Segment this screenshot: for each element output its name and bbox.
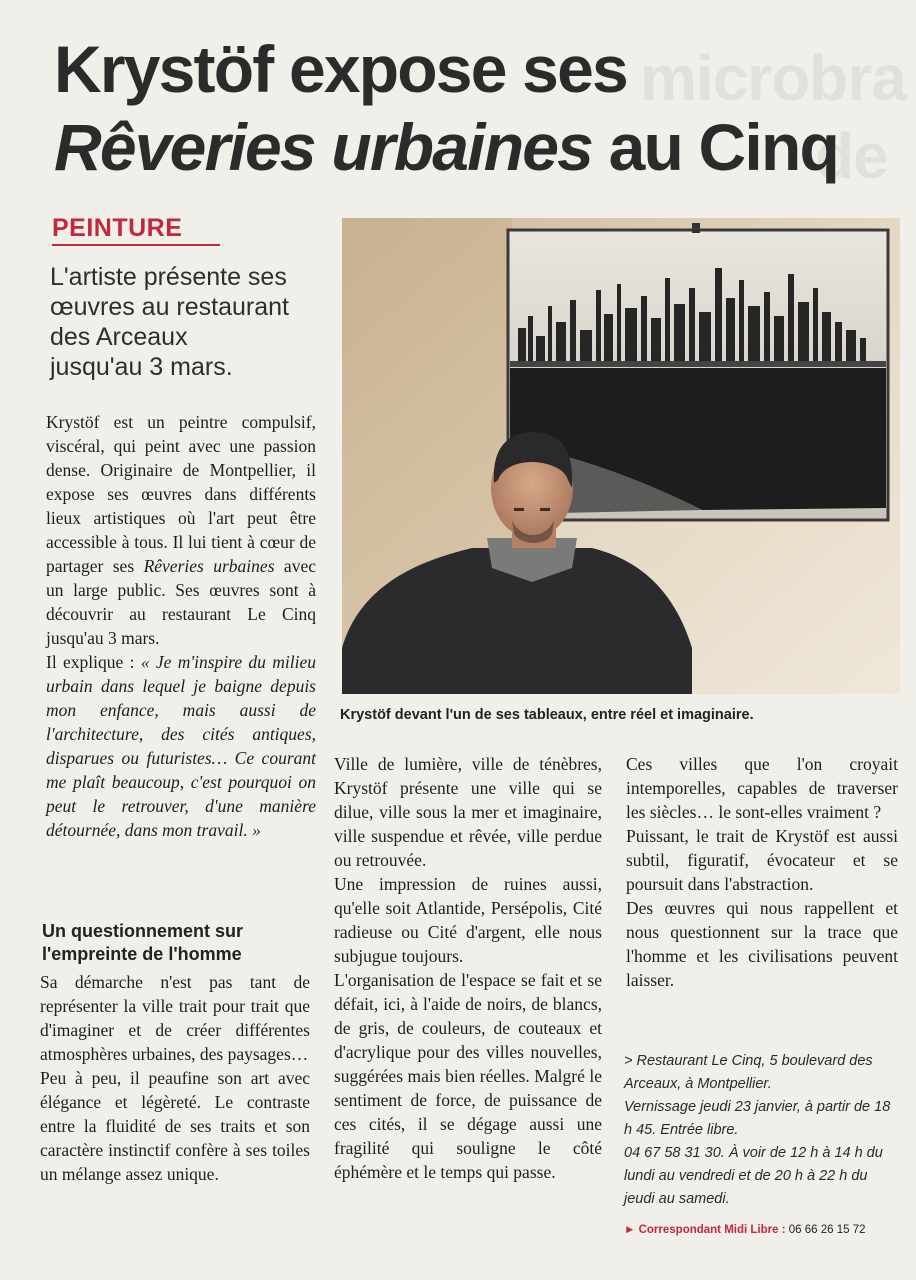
photo-caption: Krystöf devant l'un de ses tableaux, entre réel et imaginaire.	[340, 707, 754, 723]
correspondent-credit	[624, 1224, 865, 1236]
paragraph: L'organisation de l'espace se fait et se défait, ici, à l'aide de noirs, de blancs, de gris, de couleurs, de couteaux et d'acrylique pour des villes nouvelles, suggérées mais bien réelles. Malgré le sentiment de force, de puissance de ces cités, il se dégage aussi une fragilité qui souligne le côté éphémère et le temps qui passe.	[334, 970, 602, 1182]
article-column-1	[46, 410, 316, 842]
headline-venue: au Cinq	[592, 110, 838, 184]
opening-hours: 04 67 58 31 30. À voir de 12 h à 14 h du lundi au vendredi et de 20 h à 22 h du jeudi au samedi.	[624, 1145, 883, 1207]
paragraph: Krystöf est un peintre compulsif, viscéral, qui peint avec une passion dense. Originaire de Montpellier, il expose ses œuvres dans différents lieux artistiques où l'art peut être accessible à tous. Il lui tient à cœur de partager ses Rêveries urbaines avec un large public. Ses œuvres sont à découvrir au restaurant Le Cinq jusqu'au 3 mars.	[46, 412, 316, 648]
standfirst-line: jusqu'au 3 mars.	[50, 353, 233, 381]
italic-title: Rêveries urbaines	[143, 556, 275, 576]
paragraph-quote: Il explique : « Je m'inspire du milieu urbain dans lequel je baigne depuis mon enfance, mais aussi de l'architecture, des cités antiques, disparues ou futuristes… Ce courant me plaît beaucoup, c'est pourquoi on peut le retrouver, d'une manière détournée, dans mon travail. »	[46, 652, 317, 840]
standfirst-line: des Arceaux	[50, 323, 188, 351]
paragraph: Ville de lumière, ville de ténèbres, Krystöf présente une ville qui se dilue, ville sous la mer et imaginaire, ville suspendue et rêvée, ville perdue ou retrouvée.	[334, 754, 602, 870]
headline-line-1: Krystöf expose ses	[54, 32, 627, 106]
correspondent-label: Correspondant Midi Libre :	[638, 1224, 786, 1236]
artist-quote: « Je m'inspire du milieu urbain dans lequel je baigne depuis mon enfance, mais aussi de l'architecture, des cités antiques, disparues ou futuristes… Ce courant me plaît beaucoup, c'est pourquoi on peut le retrouver, d'une manière détournée, dans mon travail. »	[46, 652, 317, 840]
article-column-1-continued	[40, 970, 310, 1186]
background-headline-fragment-1: microbra	[640, 46, 906, 110]
paragraph: Une impression de ruines aussi, qu'elle soit Atlantide, Persépolis, Cité radieuse ou Cité d'argent, elle nous subjugue toujours.	[334, 874, 602, 966]
triangle-icon: ►	[624, 1224, 636, 1236]
standfirst-line: L'artiste présente ses	[50, 263, 287, 291]
standfirst-line: œuvres au restaurant	[50, 293, 289, 321]
headline-italic-title: Rêveries urbaines	[54, 110, 593, 184]
photo-illustration	[342, 218, 900, 694]
standfirst	[50, 262, 340, 382]
article-column-2	[334, 752, 602, 1184]
subheading: Un questionnement sur l'empreinte de l'homme	[42, 921, 244, 964]
correspondent-phone: 06 66 26 15 72	[785, 1224, 866, 1236]
article-column-3	[626, 752, 898, 992]
venue-address: > Restaurant Le Cinq, 5 boulevard des Arceaux, à Montpellier.	[624, 1053, 873, 1092]
practical-info	[624, 1050, 898, 1211]
paragraph: Ces villes que l'on croyait intemporelles, capables de traverser les siècles… le sont-elles vraiment ?	[626, 754, 898, 822]
headline-line-2	[54, 110, 838, 184]
artist-photo	[342, 218, 900, 694]
paragraph: Puissant, le trait de Krystöf est aussi subtil, figuratif, évocateur et se poursuit dans l'abstraction.	[626, 826, 898, 894]
paragraph: Peu à peu, il peaufine son art avec élégance et légèreté. Le contraste entre la fluidité de ses traits et son caractère instinctif confère à ses toiles un mélange assez unique.	[40, 1068, 310, 1184]
paragraph: Sa démarche n'est pas tant de représenter la ville trait pour trait que d'imaginer et de créer différentes atmosphères urbaines, des paysages…	[40, 972, 310, 1064]
opening-details: Vernissage jeudi 23 janvier, à partir de 18 h 45. Entrée libre.	[624, 1099, 891, 1138]
background-headline-fragment-2: de	[815, 124, 888, 188]
section-kicker: PEINTURE	[52, 214, 183, 242]
paragraph: Des œuvres qui nous rappellent et nous questionnent sur la trace que l'homme et les civilisations peuvent laisser.	[626, 898, 898, 990]
kicker-rule	[52, 244, 220, 246]
